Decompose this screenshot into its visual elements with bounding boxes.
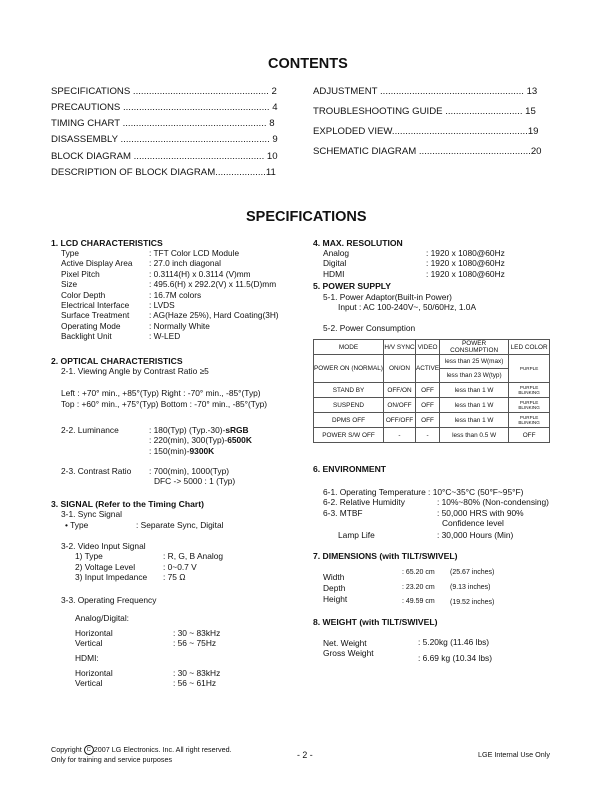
sync-type-label: • Type <box>65 520 89 530</box>
toc-item-exploded-view[interactable]: EXPLODED VIEW...................................................19 <box>313 126 539 137</box>
table-row: STAND BY OFF/ON OFF less than 1 W PURPLE BLINKING <box>314 383 550 398</box>
luminance-9300k: : 150(min)-9300K <box>149 445 215 456</box>
power-heading: 5. POWER SUPPLY <box>313 281 392 291</box>
contents-title: CONTENTS <box>268 56 348 72</box>
env-heading: 6. ENVIRONMENT <box>313 464 387 474</box>
internal-use: LGE Internal Use Only <box>478 750 550 759</box>
table-row: POWER ON (NORMAL) ON/ON ACTIVE less than 25 W(max) PURPLE <box>314 355 550 369</box>
operating-frequency: 3-3. Operating Frequency <box>61 595 157 605</box>
table-row: POWER S/W OFF - - less than 0.5 W OFF <box>314 428 550 443</box>
copyright-icon: C <box>84 745 94 755</box>
table-header-row: MODE H/V SYNC VIDEO POWER CONSUMPTION LED COLOR <box>314 340 550 355</box>
video-input: 3-2. Video Input Signal <box>61 541 146 551</box>
env-temperature: 6-1. Operating Temperature : 10°C~35°C (50°F~95°F) <box>323 487 524 497</box>
toc-item-troubleshooting[interactable]: TROUBLESHOOTING GUIDE ............................. 15 <box>313 106 536 117</box>
toc-item-adjustment[interactable]: ADJUSTMENT ...................................................... 13 <box>313 86 538 97</box>
toc-item-precautions[interactable]: PRECAUTIONS ....................................................... 4 <box>51 102 278 113</box>
viewing-top: Top : +60° min., +75°(Typ) Bottom : -70° min., -85°(Typ) <box>61 399 268 409</box>
toc-item-block-diagram[interactable]: BLOCK DIAGRAM ................................................. 10 <box>51 151 278 162</box>
contrast-dfc: DFC -> 5000 : 1 (Typ) <box>154 476 236 487</box>
luminance-label: 2-2. Luminance <box>61 425 119 435</box>
viewing-angle: 2-1. Viewing Angle by Contrast Ratio ≥5 <box>61 366 209 376</box>
toc-item-timing-chart[interactable]: TIMING CHART ...................................................... 8 <box>51 118 275 129</box>
toc-item-disassembly[interactable]: DISASSEMBLY ........................................................ 9 <box>51 134 278 145</box>
toc-item-description-block-diagram[interactable]: DESCRIPTION OF BLOCK DIAGRAM...................11 <box>51 167 276 178</box>
optical-heading: 2. OPTICAL CHARACTERISTICS <box>51 356 183 366</box>
analog-label: Analog/Digital: <box>75 613 130 623</box>
contrast-value: : 700(min), 1000(Typ) <box>149 466 230 476</box>
table-row: DPMS OFF OFF/OFF OFF less than 1 W PURPLE BLINKING <box>314 413 550 428</box>
power-consumption-label: 5-2. Power Consumption <box>323 323 416 333</box>
table-row: less than 23 W(typ) <box>314 369 550 383</box>
dims-heading: 7. DIMENSIONS (with TILT/SWIVEL) <box>313 551 458 561</box>
weight-heading: 8. WEIGHT (with TILT/SWIVEL) <box>313 617 438 627</box>
hdmi-label: HDMI: <box>75 653 99 663</box>
toc-item-schematic-diagram[interactable]: SCHEMATIC DIAGRAM ..........................................20 <box>313 146 542 157</box>
sync-type-value: : Separate Sync, Digital <box>136 520 224 530</box>
luminance-srgb: : 180(Typ) (Typ.-30)-sRGB <box>149 425 249 435</box>
luminance-6500k: : 220(min), 300(Typ)-6500K <box>149 435 252 446</box>
power-consumption-table <box>313 339 550 443</box>
signal-heading: 3. SIGNAL (Refer to the Timing Chart) <box>51 499 204 509</box>
maxres-heading: 4. MAX. RESOLUTION <box>313 238 403 248</box>
power-input: Input : AC 100-240V~, 50/60Hz, 1.0A <box>338 302 477 312</box>
lcd-heading: 1. LCD CHARACTERISTICS <box>51 238 163 248</box>
toc-item-specifications[interactable]: SPECIFICATIONS ................................................... 2 <box>51 86 277 97</box>
training-note: Only for training and service purposes <box>51 755 173 764</box>
sync-signal: 3-1. Sync Signal <box>61 509 122 519</box>
power-adaptor: 5-1. Power Adaptor(Built-in Power) <box>323 291 452 302</box>
contrast-label: 2-3. Contrast Ratio <box>61 466 132 476</box>
viewing-left: Left : +70° min., +85°(Typ) Right : -70° min., -85°(Typ) <box>61 388 261 398</box>
table-row: SUSPEND ON/OFF OFF less than 1 W PURPLE BLINKING <box>314 398 550 413</box>
copyright: Copyright C 2007 LG Electronics. Inc. All right reserved. <box>51 745 232 754</box>
page-number: - 2 - <box>297 750 313 760</box>
specifications-title: SPECIFICATIONS <box>246 209 367 225</box>
